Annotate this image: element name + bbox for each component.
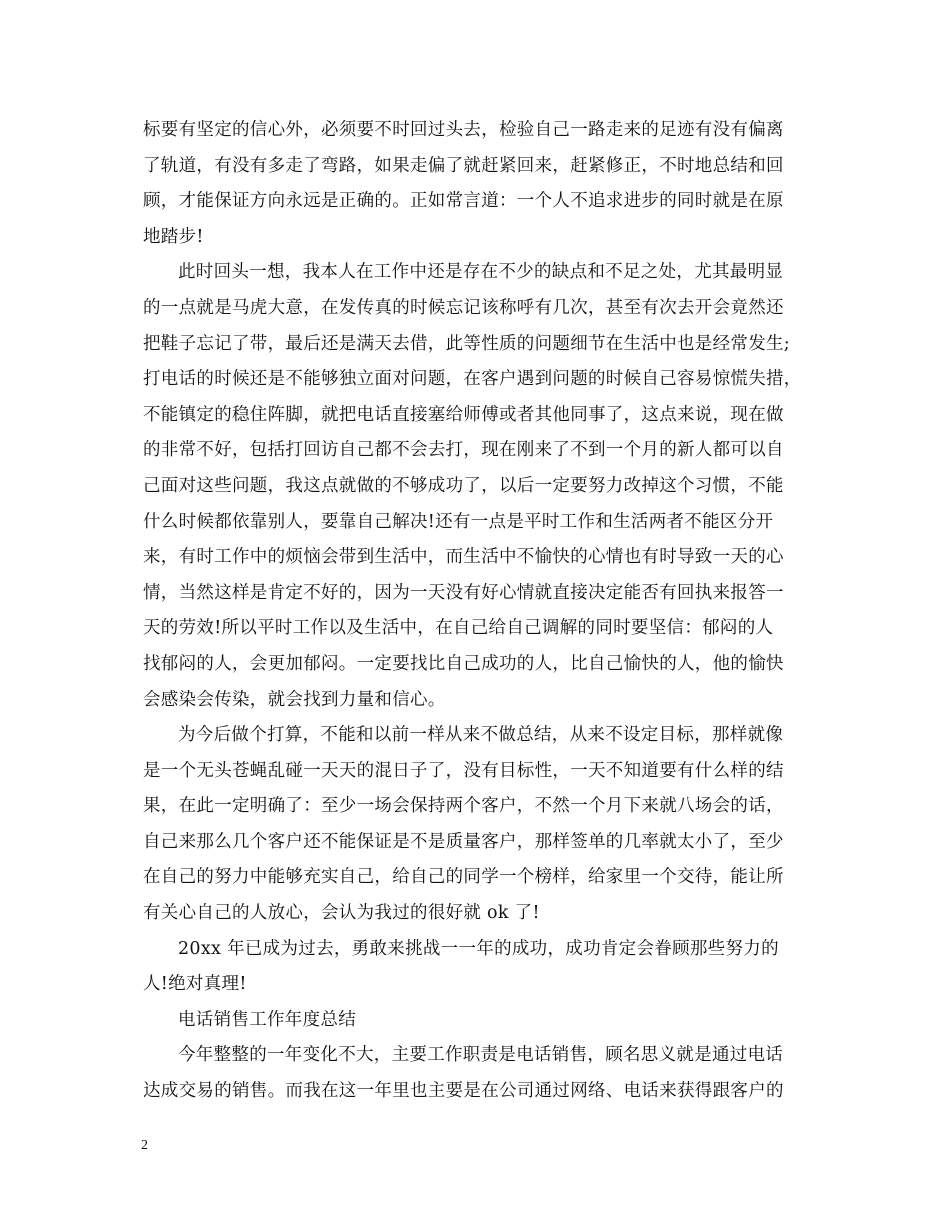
text-line: 地踏步!: [143, 226, 204, 247]
text-line: 在自己的努力中能够充实自己，给自己的同学一个榜样，给家里一个交待，能让所: [143, 867, 784, 888]
text-line: 找郁闷的人，会更加郁闷。一定要找比自己成功的人，比自己愉快的人，他的愉快: [143, 653, 784, 674]
text-line: 果，在此一定明确了：至少一场会保持两个客户，不然一个月下来就八场会的话，: [143, 796, 784, 817]
text-line: 自己来那么几个客户还不能保证是不是质量客户，那样签单的几率就太小了，至少: [143, 831, 784, 852]
text-line: 天的劳效!所以平时工作以及生活中，在自己给自己调解的同时要坚信：郁闷的人: [143, 618, 774, 639]
text-line: 打电话的时候还是不能够独立面对问题，在客户遇到问题的时候自己容易惊慌失措，: [143, 369, 802, 390]
section-heading: 电话销售工作年度总结: [178, 1009, 356, 1030]
text-line: 20xx 年已成为过去，勇敢来挑战一一年的成功，成功肯定会眷顾那些努力的: [178, 938, 779, 959]
text-line: 来，有时工作中的烦恼会带到生活中，而生活中不愉快的心情也有时导致一天的心: [143, 547, 784, 568]
text-line: 了轨道，有没有多走了弯路，如果走偏了就赶紧回来，赶紧修正，不时地总结和回: [143, 155, 784, 176]
document-body: [143, 113, 823, 1110]
text-line: 的非常不好，包括打回访自己都不会去打，现在刚来了不到一个月的新人都可以自: [143, 440, 784, 461]
text-line: 达成交易的销售。而我在这一年里也主要是在公司通过网络、电话来获得跟客户的: [143, 1081, 784, 1102]
text-line: 情，当然这样是肯定不好的，因为一天没有好心情就直接决定能否有回执来报答一: [143, 582, 784, 603]
text-line: 把鞋子忘记了带，最后还是满天去借，此等性质的问题细节在生活中也是经常发生;: [143, 333, 790, 354]
page-number: 2: [141, 1138, 148, 1153]
text-line: 为今后做个打算，不能和以前一样从来不做总结，从来不设定目标，那样就像: [178, 725, 784, 746]
text-line: 是一个无头苍蝇乱碰一天天的混日子了，没有目标性，一天不知道要有什么样的结: [143, 760, 784, 781]
text-line: 标要有坚定的信心外，必须要不时回过头去，检验自己一路走来的足迹有没有偏离: [143, 120, 784, 140]
text-line: 会感染会传染，就会找到力量和信心。: [143, 689, 446, 710]
text-line: 不能镇定的稳住阵脚，就把电话直接塞给师傅或者其他同事了，这点来说，现在做: [143, 404, 784, 425]
text-line: 的一点就是马虎大意，在发传真的时候忘记该称呼有几次，甚至有次去开会竟然还: [143, 297, 784, 318]
text-line: 什么时候都依靠别人，要靠自己解决!还有一点是平时工作和生活两者不能区分开: [143, 511, 774, 532]
text-line: 今年整整的一年变化不大，主要工作职责是电话销售，顾名思义就是通过电话: [178, 1045, 784, 1066]
text-line: 此时回头一想，我本人在工作中还是存在不少的缺点和不足之处，尤其最明显: [178, 262, 784, 283]
text-line: 顾，才能保证方向永远是正确的。正如常言道：一个人不追求进步的同时就是在原: [143, 191, 784, 212]
text-line: 己面对这些问题，我这点就做的不够成功了，以后一定要努力改掉这个习惯，不能: [143, 475, 784, 496]
text-line: 有关心自己的人放心，会认为我过的很好就 ok 了!: [143, 903, 540, 924]
text-line: 人!绝对真理!: [143, 974, 247, 995]
